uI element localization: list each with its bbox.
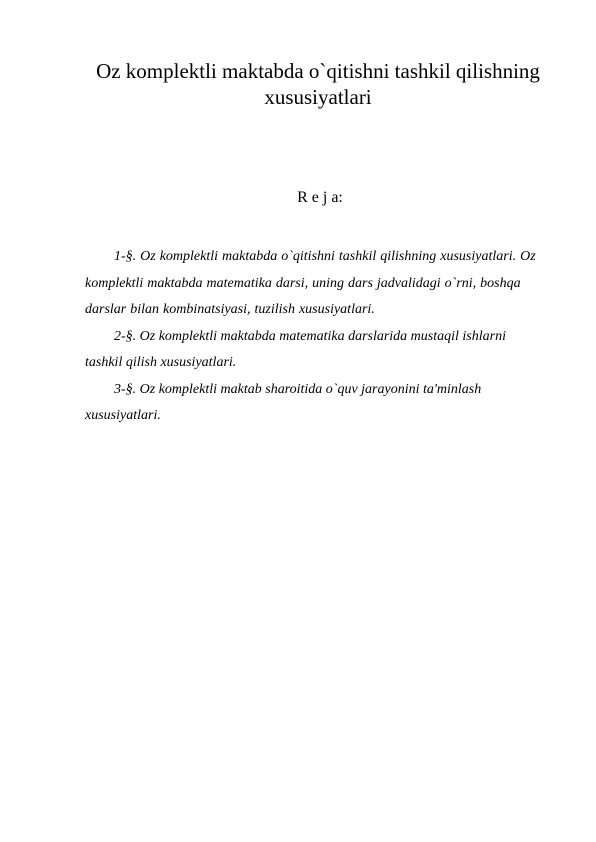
plan-list bbox=[85, 244, 545, 430]
document-title: Oz komplektli maktabda o`qitishni tashkil qilishning xususiyatlari bbox=[96, 59, 540, 109]
plan-heading: R e j a: bbox=[297, 189, 343, 206]
plan-item-3: 3-§. Oz komplektli maktab sharoitida o`quv jarayonini ta'minlash xususiyatlari. bbox=[85, 381, 482, 423]
plan-item-2: 2-§. Oz komplektli maktabda matematika darslarida mustaqil ishlarni tashkil qilish xususiyatlari. bbox=[85, 328, 506, 370]
plan-item-1: 1-§. Oz komplektli maktabda o`qitishni tashkil qilishning xususiyatlari. Oz komplektli maktabda matematika darsi, uning dars jadvalidagi o`rni, boshqa darslar bilan kombinatsiyasi, tuzilish xususiyatlari. bbox=[85, 249, 536, 317]
